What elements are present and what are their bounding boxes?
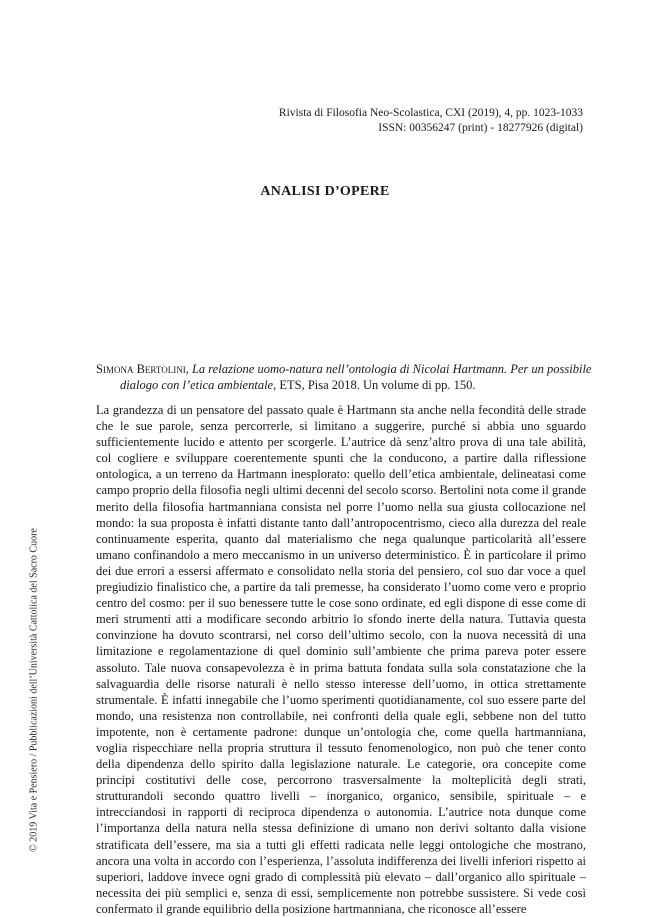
- book-citation: [96, 361, 610, 393]
- section-title: ANALISI D’OPERE: [260, 184, 390, 199]
- copyright-sidebar: [27, 490, 41, 890]
- copyright-notice: © 2019 Vita e Pensiero / Pubblicazioni dell’Università Cattolica del Sacro Cuore: [28, 528, 40, 852]
- issn-line: ISSN: 00356247 (print) - 18277926 (digital): [378, 122, 583, 134]
- publisher-info: , ETS, Pisa 2018. Un volume di pp. 150.: [273, 378, 476, 392]
- citation-separator: ,: [185, 362, 192, 376]
- journal-header: [279, 106, 583, 136]
- journal-citation-line: Rivista di Filosofia Neo-Scolastica, CXI (2019), 4, pp. 1023-1033: [278, 107, 583, 119]
- review-body-paragraph: La grandezza di un pensatore del passato quale è Hartmann sta anche nella fecondità delle strade che le sue parole, senza percorrerle, si limitano a suggerire, purché si abbia uno sguardo sufficientemente lucido e attento per scorgerle. L’autrice dà senz’altro prova di una tale abilità, col cogliere e sviluppare coerentemente spunti che la conducono, a partire dalla riflessione ontologica, a un terreno da Hartmann inesplorato: quello dell’etica ambientale, delineatasi come campo proprio della filosofia negli ultimi decenni del secolo scorso. Bertolini nota come il grande merito della filosofia hartmanniana consista nel porre l’uomo nella sua giusta collocazione nel mondo: la sua proposta è infatti distante tanto dall’antropocentrismo, cieco alla durezza del reale continuamente esperita, quanto dal materialismo che nega qualunque particolarità all’essere umano confinandolo a mero meccanismo in un universo deterministico. È in particolare il primo dei due errori a essersi affermato e consolidato nella storia del pensiero, col suo dar voce a quel pregiudizio finalistico che, a partire da tali premesse, ha considerato l’uomo come vero e proprio centro del cosmo: per il suo benessere tutte le cose sono ordinate, ed egli dispone di esse come di meri strumenti atti a modificare secondo arbitrio lo sfondo inerte della natura. Tuttavia questa convinzione ha dovuto scontrarsi, nel corso dell’ultimo secolo, con la nuova necessità di una limitazione e regolamentazione di quel dominio sull’ambiente che prima pareva poter essere assoluto. Tale nuova consapevolezza è in prima battuta fondata sulla sola constatazione che la salvaguardia delle risorse naturali è nello stesso interesse dell’uomo, in ottica strettamente strumentale. È infatti innegabile che l’uomo sperimenti quotidianamente, col suo essere parte del mondo, una resistenza non controllabile, nei confronti della quale egli, sebbene non del tutto impotente, non è certamente padrone: dunque un’ontologia che, come quella hartmanniana, voglia rispecchiare nella propria struttura il tessuto fenomenologico, non può che tener conto della dipendenza dello spirito dalla legislazione naturale. Le categorie, ora concepite come principi costitutivi delle cose, percorrono trasversalmente la molteplicità degli strati, strutturandoli secondo quattro livelli – inorganico, organico, sensibile, spirituale – e intrecciandosi in rapporti di reciproca dipendenza o autonomia. L’autrice nota dunque come l’importanza della natura nella stessa definizione di umano non derivi soltanto dalla visione stratificata dell’essere, ma sia a tutti gli effetti radicata nelle leggi ontologiche che mostrano, ancora una volta in accordo con l’esperienza, l’assoluta indifferenza dei livelli inferiori rispetto ai superiori, laddove invece ogni grado di complessità più elevato – dall’organico allo spirituale – necessita dei più semplici e, senza di essi, semplicemente non potrebbe sussistere. Si vede così confermato il grande equilibrio della posizione hartmanniana, che riconosce all’essere: [96, 403, 586, 916]
- book-title: La relazione uomo-natura nell’ontologia di Nicolai Hartmann. Per un possibile dialogo con l’etica ambientale: [120, 362, 592, 392]
- book-author: Simona Bertolini: [96, 362, 186, 376]
